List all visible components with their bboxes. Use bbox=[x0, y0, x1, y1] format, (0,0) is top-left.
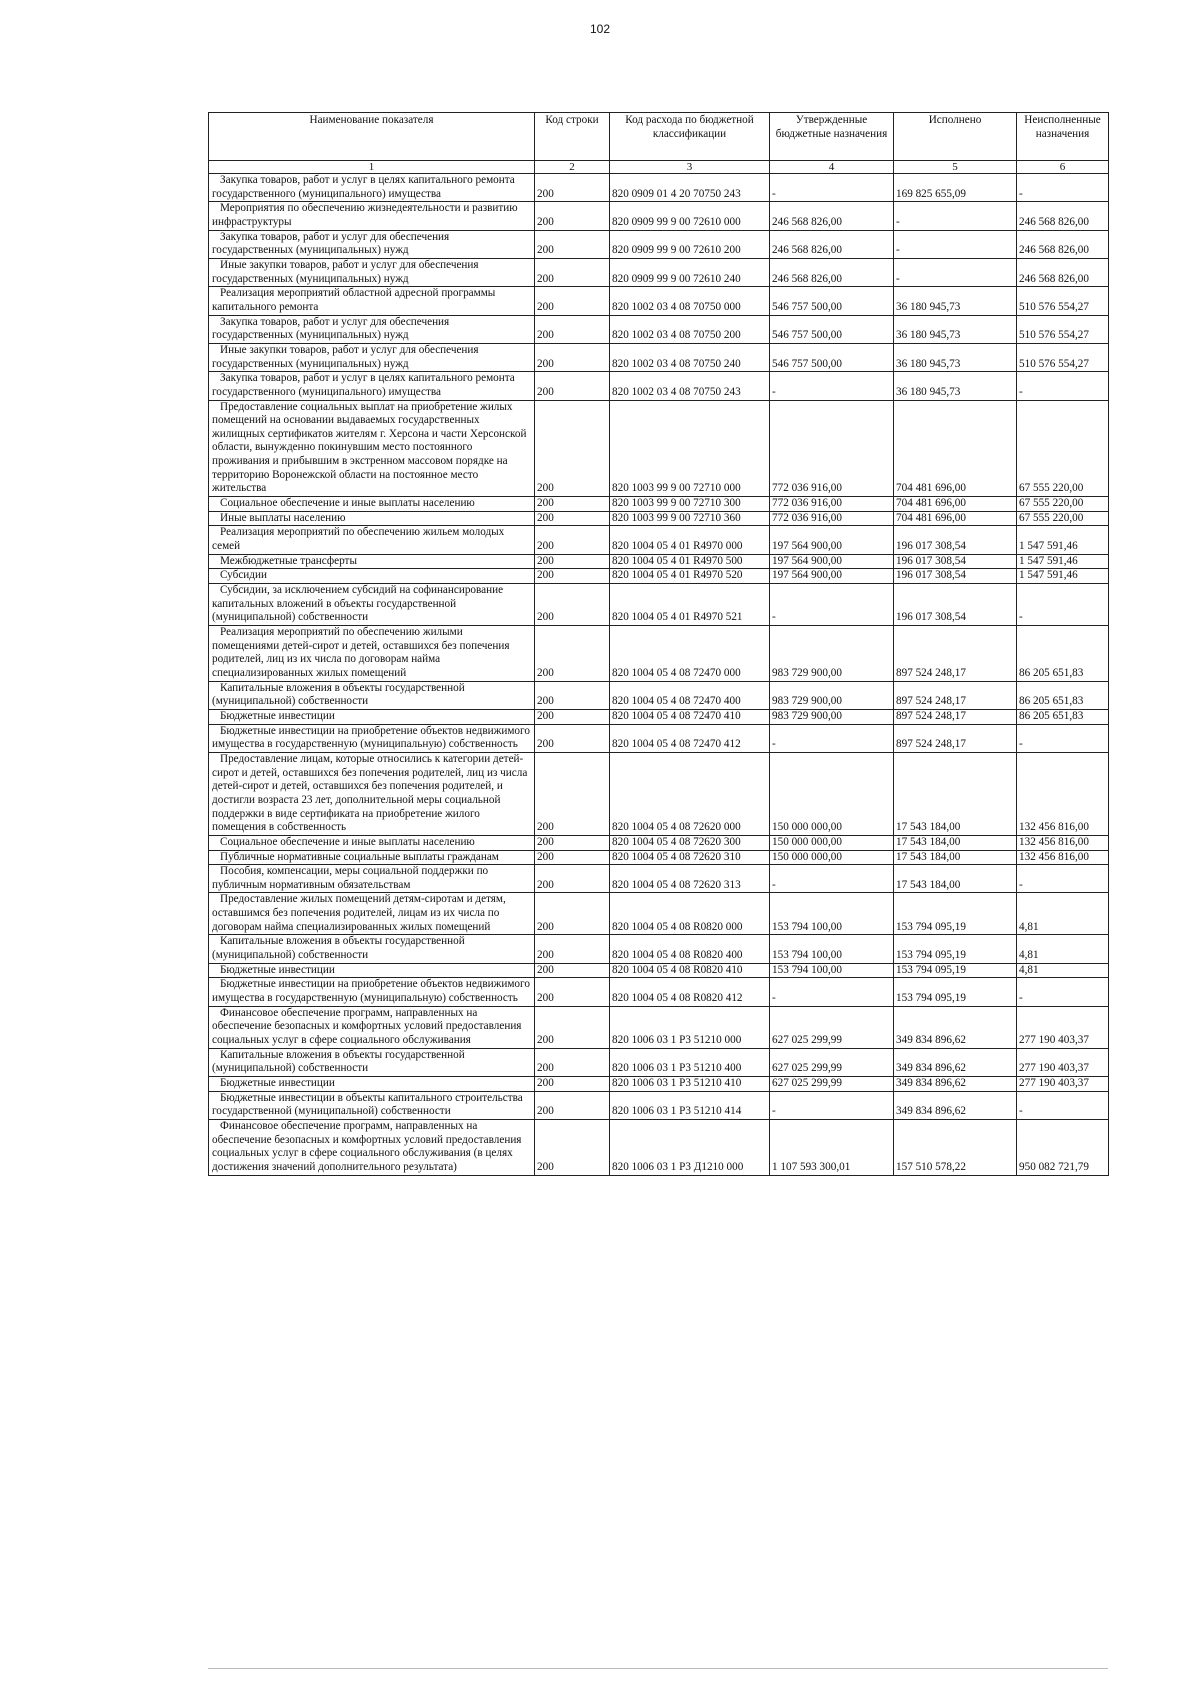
line-code-cell: 200 bbox=[535, 287, 610, 315]
line-code-cell: 200 bbox=[535, 963, 610, 978]
line-code-cell: 200 bbox=[535, 315, 610, 343]
approved-cell: 153 794 100,00 bbox=[770, 893, 894, 935]
unexecuted-cell: 1 547 591,46 bbox=[1017, 569, 1109, 584]
unexecuted-cell: 132 456 816,00 bbox=[1017, 752, 1109, 835]
line-code-cell: 200 bbox=[535, 343, 610, 371]
expense-code-cell: 820 1004 05 4 08 R0820 000 bbox=[610, 893, 770, 935]
budget-execution-table bbox=[208, 112, 1109, 1176]
line-code-cell: 200 bbox=[535, 978, 610, 1006]
unexecuted-cell: 67 555 220,00 bbox=[1017, 511, 1109, 526]
executed-cell: - bbox=[894, 230, 1017, 258]
table-row bbox=[209, 400, 1109, 497]
expense-code-cell: 820 1006 03 1 P3 51210 000 bbox=[610, 1006, 770, 1048]
unexecuted-cell: - bbox=[1017, 1091, 1109, 1119]
unexecuted-cell: 86 205 651,83 bbox=[1017, 709, 1109, 724]
column-number: 5 bbox=[894, 161, 1017, 174]
unexecuted-cell: 510 576 554,27 bbox=[1017, 343, 1109, 371]
unexecuted-cell: 1 547 591,46 bbox=[1017, 526, 1109, 554]
line-code-cell: 200 bbox=[535, 865, 610, 893]
expense-code-cell: 820 0909 99 9 00 72610 000 bbox=[610, 202, 770, 230]
approved-cell: - bbox=[770, 865, 894, 893]
line-code-cell: 200 bbox=[535, 1091, 610, 1119]
unexecuted-cell: - bbox=[1017, 724, 1109, 752]
expense-code-cell: 820 1004 05 4 08 72620 000 bbox=[610, 752, 770, 835]
table-row bbox=[209, 681, 1109, 709]
indicator-name-cell: Закупка товаров, работ и услуг для обеспечения государственных (муниципальных) нужд bbox=[209, 230, 535, 258]
indicator-name-cell: Предоставление социальных выплат на приобретение жилых помещений на основании выдаваемых государственных жилищных сертификатов жителям г. Херсона и части Херсонской области, вынужденно покинувшим место постоянного проживания и прибывшим в экстренном массовом порядке на территорию Воронежской области на постоянное место жительства bbox=[209, 400, 535, 497]
line-code-cell: 200 bbox=[535, 893, 610, 935]
executed-cell: 169 825 655,09 bbox=[894, 174, 1017, 202]
unexecuted-cell: 67 555 220,00 bbox=[1017, 400, 1109, 497]
unexecuted-cell: 277 190 403,37 bbox=[1017, 1077, 1109, 1092]
approved-cell: 983 729 900,00 bbox=[770, 681, 894, 709]
indicator-name-cell: Финансовое обеспечение программ, направленных на обеспечение безопасных и комфортных условий предоставления социальных услуг в сфере социального обслуживания (в целях достижения значений дополнительного результата) bbox=[209, 1119, 535, 1175]
line-code-cell: 200 bbox=[535, 526, 610, 554]
executed-cell: 897 524 248,17 bbox=[894, 709, 1017, 724]
indicator-name-cell: Субсидии, за исключением субсидий на софинансирование капитальных вложений в объекты государственной (муниципальной) собственности bbox=[209, 584, 535, 626]
unexecuted-cell: 277 190 403,37 bbox=[1017, 1006, 1109, 1048]
indicator-name-cell: Капитальные вложения в объекты государственной (муниципальной) собственности bbox=[209, 681, 535, 709]
expense-code-cell: 820 1004 05 4 08 72470 000 bbox=[610, 626, 770, 682]
indicator-name-cell: Субсидии bbox=[209, 569, 535, 584]
indicator-name-cell: Финансовое обеспечение программ, направленных на обеспечение безопасных и комфортных условий предоставления социальных услуг в сфере социального обслуживания bbox=[209, 1006, 535, 1048]
table-row bbox=[209, 709, 1109, 724]
expense-code-cell: 820 1004 05 4 08 72470 410 bbox=[610, 709, 770, 724]
executed-cell: 704 481 696,00 bbox=[894, 497, 1017, 512]
table-row bbox=[209, 963, 1109, 978]
unexecuted-cell: - bbox=[1017, 174, 1109, 202]
approved-cell: 150 000 000,00 bbox=[770, 850, 894, 865]
indicator-name-cell: Реализация мероприятий областной адресной программы капитального ремонта bbox=[209, 287, 535, 315]
approved-cell: 546 757 500,00 bbox=[770, 287, 894, 315]
table-row bbox=[209, 497, 1109, 512]
executed-cell: 36 180 945,73 bbox=[894, 287, 1017, 315]
line-code-cell: 200 bbox=[535, 230, 610, 258]
approved-cell: - bbox=[770, 724, 894, 752]
line-code-cell: 200 bbox=[535, 400, 610, 497]
executed-cell: 17 543 184,00 bbox=[894, 865, 1017, 893]
expense-code-cell: 820 1003 99 9 00 72710 000 bbox=[610, 400, 770, 497]
approved-cell: 546 757 500,00 bbox=[770, 315, 894, 343]
executed-cell: 36 180 945,73 bbox=[894, 372, 1017, 400]
unexecuted-cell: 277 190 403,37 bbox=[1017, 1048, 1109, 1076]
table-row bbox=[209, 526, 1109, 554]
approved-cell: 197 564 900,00 bbox=[770, 526, 894, 554]
header-line-code: Код строки bbox=[535, 113, 610, 161]
approved-cell: - bbox=[770, 1091, 894, 1119]
table-row bbox=[209, 174, 1109, 202]
unexecuted-cell: 67 555 220,00 bbox=[1017, 497, 1109, 512]
approved-cell: 150 000 000,00 bbox=[770, 835, 894, 850]
line-code-cell: 200 bbox=[535, 709, 610, 724]
executed-cell: 196 017 308,54 bbox=[894, 554, 1017, 569]
line-code-cell: 200 bbox=[535, 752, 610, 835]
approved-cell: - bbox=[770, 174, 894, 202]
indicator-name-cell: Межбюджетные трансферты bbox=[209, 554, 535, 569]
unexecuted-cell: 4,81 bbox=[1017, 935, 1109, 963]
approved-cell: - bbox=[770, 978, 894, 1006]
executed-cell: 196 017 308,54 bbox=[894, 584, 1017, 626]
indicator-name-cell: Капитальные вложения в объекты государственной (муниципальной) собственности bbox=[209, 935, 535, 963]
indicator-name-cell: Иные выплаты населению bbox=[209, 511, 535, 526]
expense-code-cell: 820 1006 03 1 P3 51210 414 bbox=[610, 1091, 770, 1119]
executed-cell: 897 524 248,17 bbox=[894, 626, 1017, 682]
table-row bbox=[209, 372, 1109, 400]
table-header-row bbox=[209, 113, 1109, 161]
executed-cell: 349 834 896,62 bbox=[894, 1048, 1017, 1076]
expense-code-cell: 820 1003 99 9 00 72710 300 bbox=[610, 497, 770, 512]
table-row bbox=[209, 1006, 1109, 1048]
approved-cell: 772 036 916,00 bbox=[770, 511, 894, 526]
executed-cell: - bbox=[894, 202, 1017, 230]
unexecuted-cell: 4,81 bbox=[1017, 893, 1109, 935]
indicator-name-cell: Мероприятия по обеспечению жизнедеятельности и развитию инфраструктуры bbox=[209, 202, 535, 230]
executed-cell: 153 794 095,19 bbox=[894, 963, 1017, 978]
approved-cell: 546 757 500,00 bbox=[770, 343, 894, 371]
unexecuted-cell: - bbox=[1017, 865, 1109, 893]
indicator-name-cell: Публичные нормативные социальные выплаты гражданам bbox=[209, 850, 535, 865]
table-row bbox=[209, 1091, 1109, 1119]
expense-code-cell: 820 1004 05 4 01 R4970 000 bbox=[610, 526, 770, 554]
indicator-name-cell: Бюджетные инвестиции на приобретение объектов недвижимого имущества в государственную (муниципальную) собственность bbox=[209, 978, 535, 1006]
executed-cell: 704 481 696,00 bbox=[894, 511, 1017, 526]
indicator-name-cell: Бюджетные инвестиции bbox=[209, 709, 535, 724]
header-expense-code: Код расхода по бюджетной классификации bbox=[610, 113, 770, 161]
column-number: 6 bbox=[1017, 161, 1109, 174]
indicator-name-cell: Социальное обеспечение и иные выплаты населению bbox=[209, 497, 535, 512]
column-number: 1 bbox=[209, 161, 535, 174]
expense-code-cell: 820 1004 05 4 08 72620 313 bbox=[610, 865, 770, 893]
approved-cell: 627 025 299,99 bbox=[770, 1077, 894, 1092]
table-row bbox=[209, 893, 1109, 935]
expense-code-cell: 820 1003 99 9 00 72710 360 bbox=[610, 511, 770, 526]
executed-cell: 17 543 184,00 bbox=[894, 752, 1017, 835]
unexecuted-cell: 510 576 554,27 bbox=[1017, 315, 1109, 343]
table-row bbox=[209, 865, 1109, 893]
line-code-cell: 200 bbox=[535, 258, 610, 286]
approved-cell: 197 564 900,00 bbox=[770, 554, 894, 569]
unexecuted-cell: 4,81 bbox=[1017, 963, 1109, 978]
line-code-cell: 200 bbox=[535, 511, 610, 526]
line-code-cell: 200 bbox=[535, 569, 610, 584]
line-code-cell: 200 bbox=[535, 935, 610, 963]
expense-code-cell: 820 0909 01 4 20 70750 243 bbox=[610, 174, 770, 202]
table-body bbox=[209, 174, 1109, 1176]
approved-cell: 246 568 826,00 bbox=[770, 258, 894, 286]
indicator-name-cell: Капитальные вложения в объекты государственной (муниципальной) собственности bbox=[209, 1048, 535, 1076]
executed-cell: 349 834 896,62 bbox=[894, 1091, 1017, 1119]
approved-cell: 153 794 100,00 bbox=[770, 935, 894, 963]
approved-cell: 983 729 900,00 bbox=[770, 626, 894, 682]
executed-cell: - bbox=[894, 258, 1017, 286]
indicator-name-cell: Реализация мероприятий по обеспечению жилыми помещениями детей-сирот и детей, оставшихся без попечения родителей, лиц из их числа по договорам найма специализированных жилых помещений bbox=[209, 626, 535, 682]
page-number: 102 bbox=[589, 22, 611, 36]
approved-cell: 246 568 826,00 bbox=[770, 202, 894, 230]
approved-cell: 153 794 100,00 bbox=[770, 963, 894, 978]
indicator-name-cell: Закупка товаров, работ и услуг в целях капитального ремонта государственного (муниципального) имущества bbox=[209, 174, 535, 202]
executed-cell: 153 794 095,19 bbox=[894, 893, 1017, 935]
expense-code-cell: 820 1004 05 4 01 R4970 520 bbox=[610, 569, 770, 584]
executed-cell: 17 543 184,00 bbox=[894, 835, 1017, 850]
unexecuted-cell: 1 547 591,46 bbox=[1017, 554, 1109, 569]
line-code-cell: 200 bbox=[535, 1077, 610, 1092]
indicator-name-cell: Бюджетные инвестиции в объекты капитального строительства государственной (муниципальной) собственности bbox=[209, 1091, 535, 1119]
indicator-name-cell: Предоставление лицам, которые относились к категории детей-сирот и детей, оставшихся без попечения родителей, лиц из числа детей-сирот и детей, оставшихся без попечения родителей, и достигли возраста 23 лет, дополнительной меры социальной поддержки в виде сертификата на приобретение жилого помещения в собственность bbox=[209, 752, 535, 835]
indicator-name-cell: Иные закупки товаров, работ и услуг для обеспечения государственных (муниципальных) нужд bbox=[209, 258, 535, 286]
table-row bbox=[209, 569, 1109, 584]
executed-cell: 153 794 095,19 bbox=[894, 978, 1017, 1006]
table-row bbox=[209, 287, 1109, 315]
executed-cell: 153 794 095,19 bbox=[894, 935, 1017, 963]
header-approved: Утвержденные бюджетные назначения bbox=[770, 113, 894, 161]
expense-code-cell: 820 1004 05 4 01 R4970 521 bbox=[610, 584, 770, 626]
expense-code-cell: 820 1006 03 1 P3 Д1210 000 bbox=[610, 1119, 770, 1175]
expense-code-cell: 820 0909 99 9 00 72610 240 bbox=[610, 258, 770, 286]
executed-cell: 349 834 896,62 bbox=[894, 1006, 1017, 1048]
expense-code-cell: 820 1004 05 4 08 72620 300 bbox=[610, 835, 770, 850]
line-code-cell: 200 bbox=[535, 724, 610, 752]
line-code-cell: 200 bbox=[535, 681, 610, 709]
indicator-name-cell: Бюджетные инвестиции bbox=[209, 963, 535, 978]
line-code-cell: 200 bbox=[535, 850, 610, 865]
line-code-cell: 200 bbox=[535, 174, 610, 202]
expense-code-cell: 820 1006 03 1 P3 51210 410 bbox=[610, 1077, 770, 1092]
page-bottom-rule bbox=[208, 1668, 1108, 1669]
unexecuted-cell: 132 456 816,00 bbox=[1017, 835, 1109, 850]
expense-code-cell: 820 1004 05 4 08 72470 412 bbox=[610, 724, 770, 752]
expense-code-cell: 820 1004 05 4 08 72470 400 bbox=[610, 681, 770, 709]
expense-code-cell: 820 1004 05 4 08 R0820 400 bbox=[610, 935, 770, 963]
approved-cell: 246 568 826,00 bbox=[770, 230, 894, 258]
expense-code-cell: 820 1002 03 4 08 70750 243 bbox=[610, 372, 770, 400]
line-code-cell: 200 bbox=[535, 1119, 610, 1175]
executed-cell: 36 180 945,73 bbox=[894, 343, 1017, 371]
indicator-name-cell: Иные закупки товаров, работ и услуг для обеспечения государственных (муниципальных) нужд bbox=[209, 343, 535, 371]
indicator-name-cell: Бюджетные инвестиции bbox=[209, 1077, 535, 1092]
indicator-name-cell: Закупка товаров, работ и услуг в целях капитального ремонта государственного (муниципального) имущества bbox=[209, 372, 535, 400]
approved-cell: 150 000 000,00 bbox=[770, 752, 894, 835]
expense-code-cell: 820 1004 05 4 08 72620 310 bbox=[610, 850, 770, 865]
table-row bbox=[209, 511, 1109, 526]
approved-cell: 197 564 900,00 bbox=[770, 569, 894, 584]
column-number-row bbox=[209, 161, 1109, 174]
header-executed: Исполнено bbox=[894, 113, 1017, 161]
unexecuted-cell: 246 568 826,00 bbox=[1017, 258, 1109, 286]
indicator-name-cell: Бюджетные инвестиции на приобретение объектов недвижимого имущества в государственную (муниципальную) собственность bbox=[209, 724, 535, 752]
column-number: 4 bbox=[770, 161, 894, 174]
line-code-cell: 200 bbox=[535, 835, 610, 850]
approved-cell: - bbox=[770, 372, 894, 400]
table-row bbox=[209, 315, 1109, 343]
table-row bbox=[209, 724, 1109, 752]
line-code-cell: 200 bbox=[535, 497, 610, 512]
approved-cell: 627 025 299,99 bbox=[770, 1048, 894, 1076]
executed-cell: 17 543 184,00 bbox=[894, 850, 1017, 865]
unexecuted-cell: 86 205 651,83 bbox=[1017, 681, 1109, 709]
executed-cell: 897 524 248,17 bbox=[894, 681, 1017, 709]
approved-cell: 772 036 916,00 bbox=[770, 497, 894, 512]
header-unexecuted: Неисполненные назначения bbox=[1017, 113, 1109, 161]
line-code-cell: 200 bbox=[535, 1048, 610, 1076]
unexecuted-cell: - bbox=[1017, 978, 1109, 1006]
unexecuted-cell: - bbox=[1017, 584, 1109, 626]
table-row bbox=[209, 850, 1109, 865]
unexecuted-cell: - bbox=[1017, 372, 1109, 400]
executed-cell: 157 510 578,22 bbox=[894, 1119, 1017, 1175]
unexecuted-cell: 950 082 721,79 bbox=[1017, 1119, 1109, 1175]
indicator-name-cell: Реализация мероприятий по обеспечению жильем молодых семей bbox=[209, 526, 535, 554]
column-number: 3 bbox=[610, 161, 770, 174]
table-row bbox=[209, 1119, 1109, 1175]
table-row bbox=[209, 752, 1109, 835]
table-row bbox=[209, 230, 1109, 258]
approved-cell: 1 107 593 300,01 bbox=[770, 1119, 894, 1175]
line-code-cell: 200 bbox=[535, 584, 610, 626]
executed-cell: 704 481 696,00 bbox=[894, 400, 1017, 497]
table-row bbox=[209, 978, 1109, 1006]
indicator-name-cell: Социальное обеспечение и иные выплаты населению bbox=[209, 835, 535, 850]
executed-cell: 36 180 945,73 bbox=[894, 315, 1017, 343]
unexecuted-cell: 510 576 554,27 bbox=[1017, 287, 1109, 315]
expense-code-cell: 820 1006 03 1 P3 51210 400 bbox=[610, 1048, 770, 1076]
executed-cell: 349 834 896,62 bbox=[894, 1077, 1017, 1092]
table-row bbox=[209, 935, 1109, 963]
indicator-name-cell: Пособия, компенсации, меры социальной поддержки по публичным нормативным обязательствам bbox=[209, 865, 535, 893]
line-code-cell: 200 bbox=[535, 202, 610, 230]
expense-code-cell: 820 1004 05 4 01 R4970 500 bbox=[610, 554, 770, 569]
header-indicator-name: Наименование показателя bbox=[209, 113, 535, 161]
expense-code-cell: 820 1004 05 4 08 R0820 410 bbox=[610, 963, 770, 978]
table-row bbox=[209, 626, 1109, 682]
unexecuted-cell: 246 568 826,00 bbox=[1017, 202, 1109, 230]
column-number: 2 bbox=[535, 161, 610, 174]
table-row bbox=[209, 343, 1109, 371]
line-code-cell: 200 bbox=[535, 1006, 610, 1048]
indicator-name-cell: Закупка товаров, работ и услуг для обеспечения государственных (муниципальных) нужд bbox=[209, 315, 535, 343]
unexecuted-cell: 132 456 816,00 bbox=[1017, 850, 1109, 865]
approved-cell: - bbox=[770, 584, 894, 626]
table-row bbox=[209, 202, 1109, 230]
approved-cell: 627 025 299,99 bbox=[770, 1006, 894, 1048]
table-row bbox=[209, 1077, 1109, 1092]
table-row bbox=[209, 584, 1109, 626]
table-row bbox=[209, 258, 1109, 286]
expense-code-cell: 820 1002 03 4 08 70750 000 bbox=[610, 287, 770, 315]
table-row bbox=[209, 554, 1109, 569]
executed-cell: 196 017 308,54 bbox=[894, 569, 1017, 584]
line-code-cell: 200 bbox=[535, 372, 610, 400]
unexecuted-cell: 246 568 826,00 bbox=[1017, 230, 1109, 258]
expense-code-cell: 820 0909 99 9 00 72610 200 bbox=[610, 230, 770, 258]
executed-cell: 196 017 308,54 bbox=[894, 526, 1017, 554]
executed-cell: 897 524 248,17 bbox=[894, 724, 1017, 752]
unexecuted-cell: 86 205 651,83 bbox=[1017, 626, 1109, 682]
expense-code-cell: 820 1004 05 4 08 R0820 412 bbox=[610, 978, 770, 1006]
expense-code-cell: 820 1002 03 4 08 70750 240 bbox=[610, 343, 770, 371]
approved-cell: 772 036 916,00 bbox=[770, 400, 894, 497]
approved-cell: 983 729 900,00 bbox=[770, 709, 894, 724]
line-code-cell: 200 bbox=[535, 554, 610, 569]
line-code-cell: 200 bbox=[535, 626, 610, 682]
indicator-name-cell: Предоставление жилых помещений детям-сиротам и детям, оставшимся без попечения родителей, лицам из их числа по договорам найма специализированных жилых помещений bbox=[209, 893, 535, 935]
table-row bbox=[209, 835, 1109, 850]
expense-code-cell: 820 1002 03 4 08 70750 200 bbox=[610, 315, 770, 343]
table-row bbox=[209, 1048, 1109, 1076]
